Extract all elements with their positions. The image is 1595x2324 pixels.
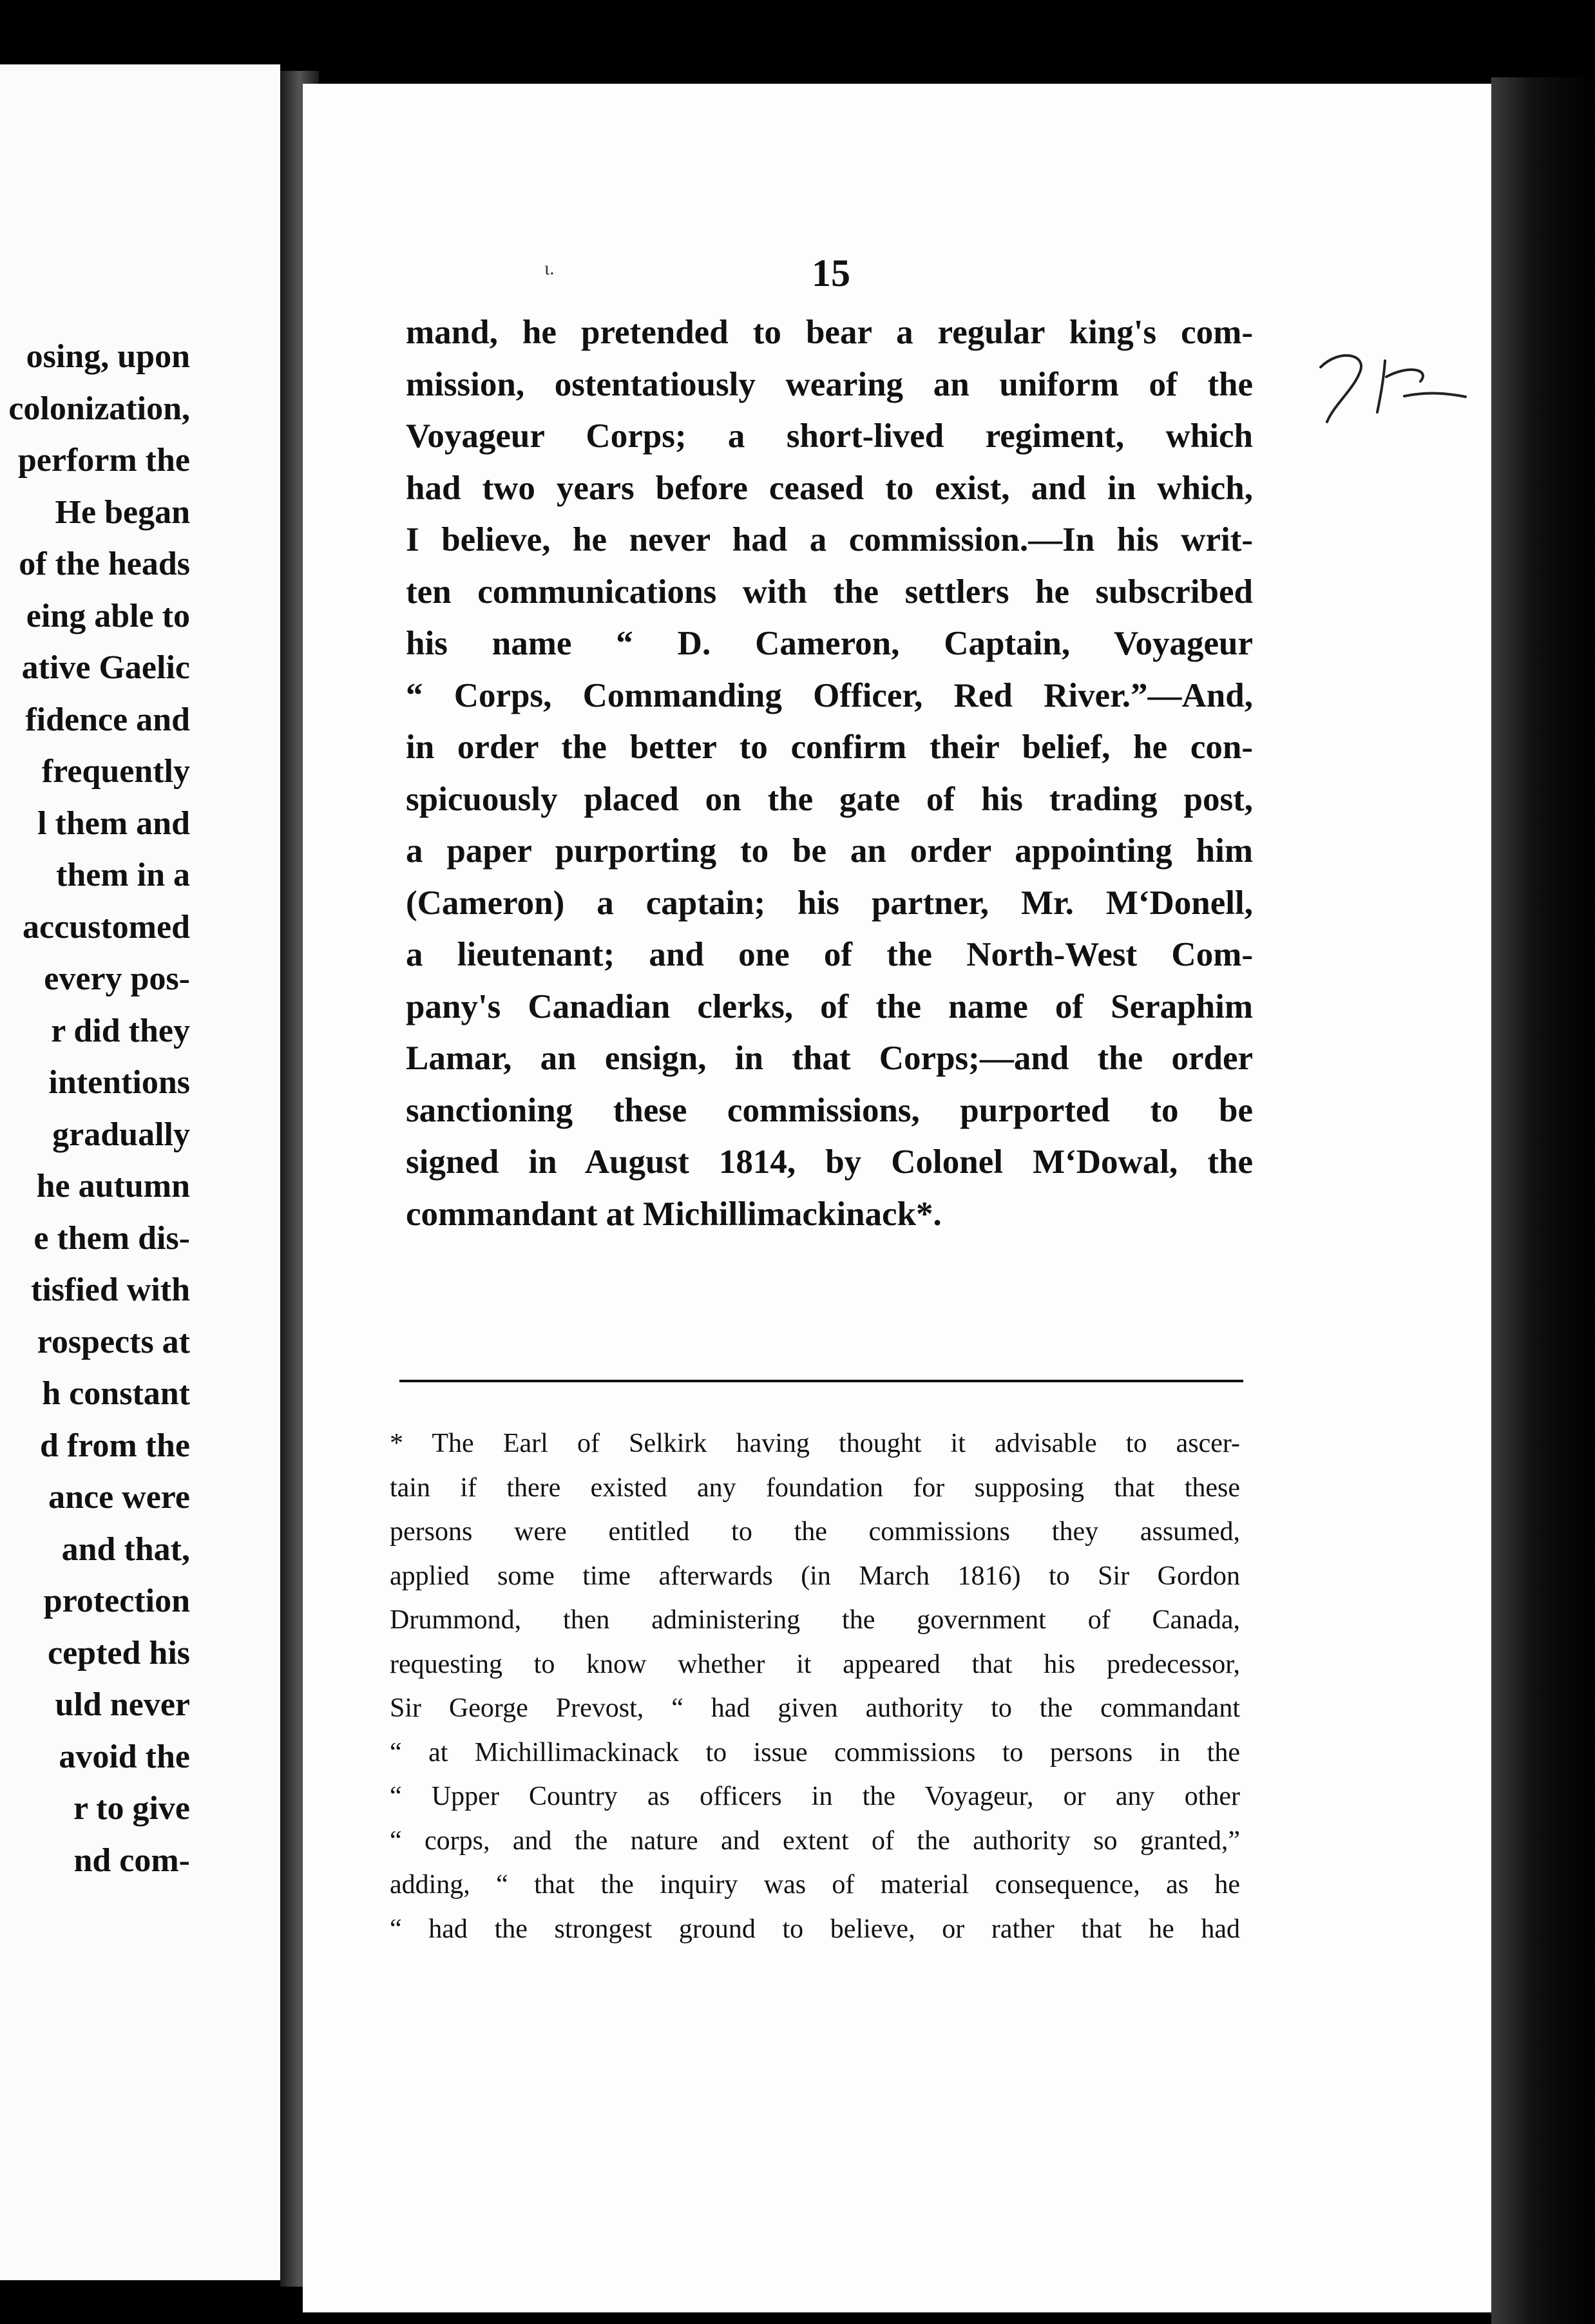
footnote-line: Drummond, then administering the government of Canada, — [390, 1605, 1240, 1635]
left-page-line: nd com- — [73, 1842, 190, 1879]
footnote-line: “ Upper Country as officers in the Voyageur, or any other — [390, 1782, 1240, 1811]
body-line: mand, he pretended to bear a regular king's com- — [406, 314, 1253, 351]
left-page-line: and that, — [61, 1530, 190, 1568]
right-page — [303, 84, 1491, 2312]
left-page-line: eing able to — [26, 597, 190, 634]
page-number: 15 — [812, 252, 850, 294]
left-page-line: r did they — [51, 1012, 190, 1049]
handwritten-annotation — [1308, 341, 1475, 432]
left-page-line: them in a — [56, 857, 190, 893]
body-line: I believe, he never had a commission.—In his writ- — [406, 521, 1253, 558]
left-page — [0, 64, 280, 2280]
body-line: (Cameron) a captain; his partner, Mr. M‘Donell, — [406, 884, 1253, 922]
body-line: mission, ostentatiously wearing an uniform of the — [406, 365, 1253, 403]
left-page-line: ative Gaelic — [21, 649, 190, 686]
footnote-line: Sir George Prevost, “ had given authority to the commandant — [390, 1693, 1240, 1723]
left-page-line: osing, upon — [26, 338, 190, 375]
footnote-line: requesting to know whether it appeared that his predecessor, — [390, 1649, 1240, 1679]
footnote-line: * The Earl of Selkirk having thought it advisable to ascer- — [390, 1429, 1240, 1458]
left-page-line: fidence and — [25, 701, 190, 738]
left-page-line: d from the — [39, 1427, 190, 1464]
body-line: his name “ D. Cameron, Captain, Voyageur — [406, 625, 1253, 662]
left-page-line: of the heads — [19, 546, 190, 582]
body-line: pany's Canadian clerks, of the name of Seraphim — [406, 987, 1253, 1025]
body-line: ten communications with the settlers he subscribed — [406, 573, 1253, 611]
body-line: a lieutenant; and one of the North-West Com- — [406, 936, 1253, 973]
body-line: sanctioning these commissions, purported to be — [406, 1091, 1253, 1129]
footnote-line: persons were entitled to the commissions they assumed, — [390, 1517, 1240, 1547]
body-line: signed in August 1814, by Colonel M‘Dowal, the — [406, 1143, 1253, 1181]
left-page-line: frequently — [41, 753, 190, 790]
left-page-line: He began — [55, 493, 190, 531]
left-page-line: intentions — [48, 1064, 190, 1101]
left-page-line: cepted his — [48, 1634, 190, 1672]
left-page-line: every pos- — [44, 960, 190, 997]
left-page-line: uld never — [55, 1686, 190, 1723]
body-line: spicuously placed on the gate of his trading post, — [406, 780, 1253, 818]
footnote-line: tain if there existed any foundation for supposing that these — [390, 1472, 1240, 1503]
left-page-line: rospects at — [37, 1323, 190, 1360]
left-page-line: avoid the — [59, 1738, 190, 1775]
body-line: Lamar, an ensign, in that Corps;—and the order — [406, 1040, 1253, 1077]
left-page-line: protection — [43, 1583, 190, 1619]
body-line: a paper purporting to be an order appointing him — [406, 832, 1253, 870]
left-page-line: accustomed — [23, 908, 190, 946]
left-page-line: gradually — [52, 1116, 190, 1153]
footnote-line: “ had the strongest ground to believe, or rather that he had — [390, 1914, 1240, 1944]
left-page-line: ance were — [48, 1479, 190, 1516]
print-mark: ι. — [544, 258, 555, 279]
left-page-line: h constant — [42, 1375, 190, 1412]
left-page-line: tisfied with — [31, 1272, 190, 1308]
page-edge — [1491, 77, 1595, 2324]
left-page-line: colonization, — [8, 390, 190, 427]
body-line: “ Corps, Commanding Officer, Red River.”—And, — [406, 676, 1253, 714]
body-line: Voyageur Corps; a short-lived regiment, which — [406, 417, 1253, 455]
footnote-rule — [399, 1380, 1243, 1382]
footnote-line: applied some time afterwards (in March 1816) to Sir Gordon — [390, 1561, 1240, 1591]
body-line: had two years before ceased to exist, and in which, — [406, 469, 1253, 507]
body-line: commandant at Michillimackinack*. — [406, 1195, 942, 1233]
footnote-line: “ corps, and the nature and extent of the authority so granted,” — [390, 1825, 1240, 1856]
left-page-line: perform the — [17, 442, 190, 479]
left-page-line: r to give — [73, 1790, 190, 1827]
left-page-line: l them and — [37, 805, 190, 842]
body-line: in order the better to confirm their belief, he con- — [406, 729, 1253, 766]
left-page-line: e them dis- — [33, 1219, 190, 1257]
footnote-line: adding, “ that the inquiry was of material consequence, as he — [390, 1870, 1240, 1900]
footnote-line: “ at Michillimackinack to issue commissions to persons in the — [390, 1737, 1240, 1767]
left-page-line: he autumn — [36, 1168, 190, 1205]
